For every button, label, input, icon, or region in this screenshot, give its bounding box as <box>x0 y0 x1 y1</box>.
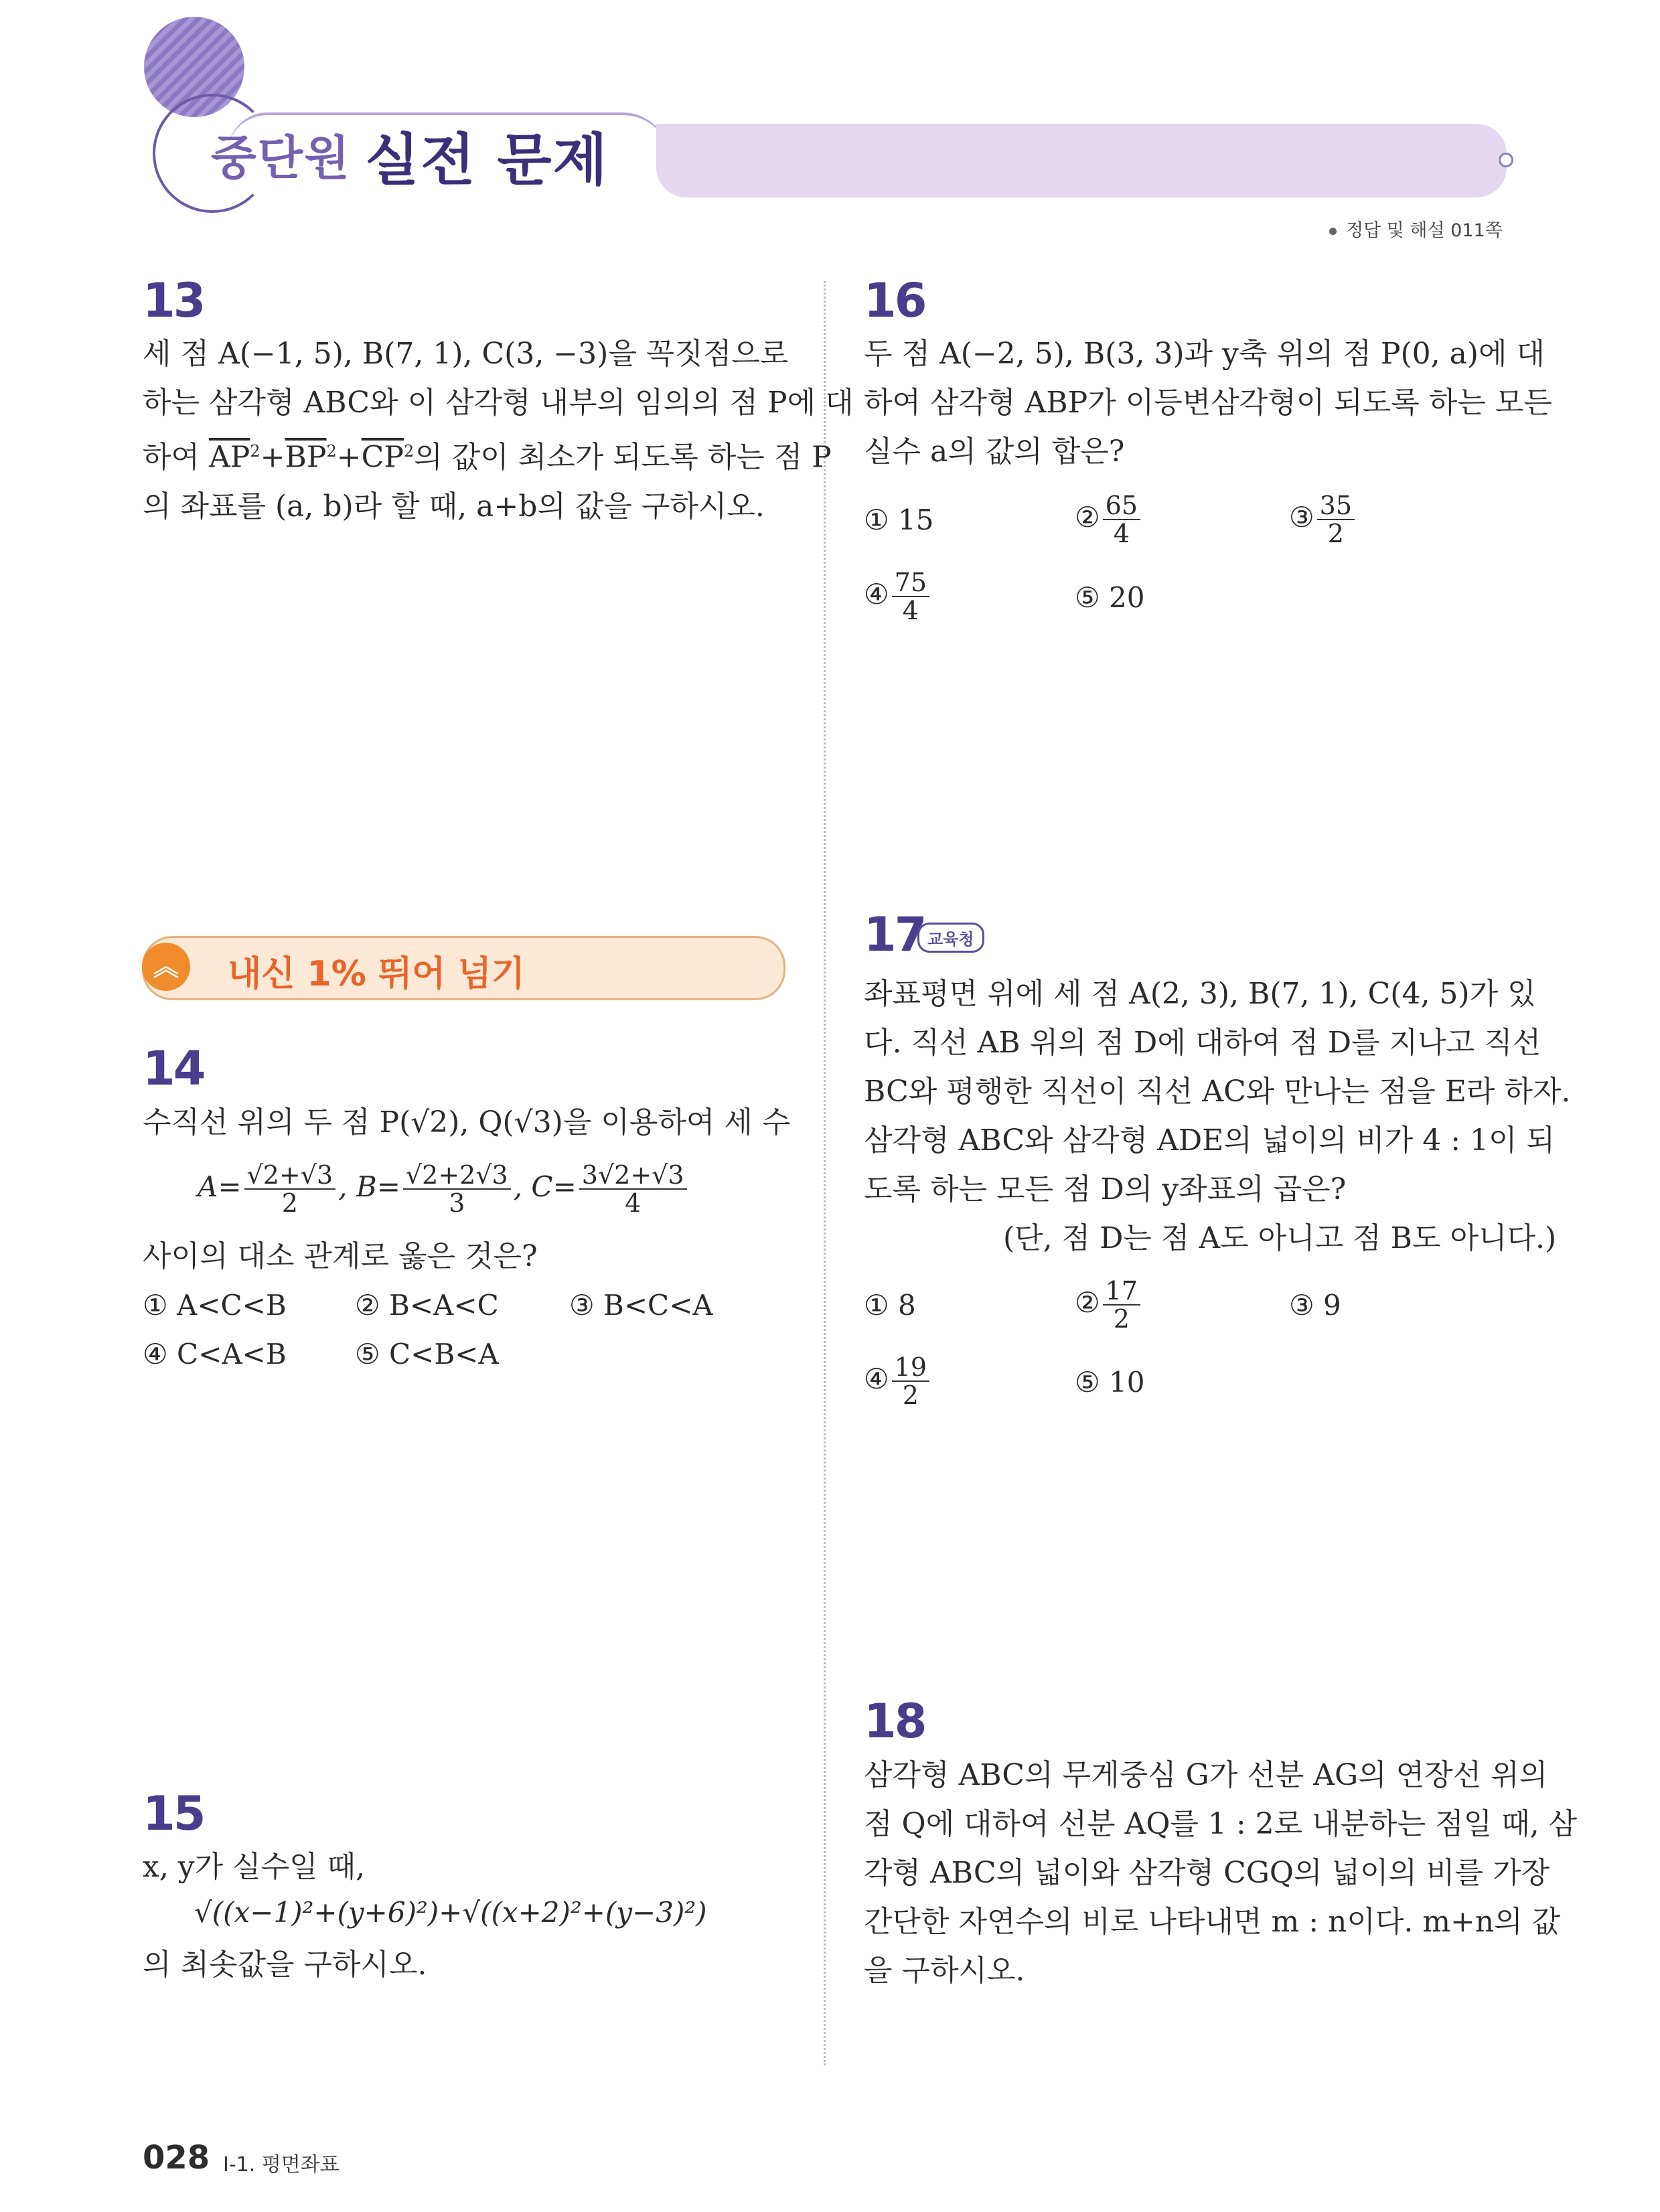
challenge-banner-label: 내신 1% 뛰어 넘기 <box>228 954 525 994</box>
text-line: 하여 $\overline{AP}^2+\overline{BP}^2+\overline{CP}^2$의 값이 최소가 되도록 하는 점 P <box>143 440 832 475</box>
fraction: $\frac{3√2+√3}{4}$ <box>579 1162 687 1216</box>
fraction: $\frac{75}{4}$ <box>892 569 929 624</box>
choice-1[interactable]: ① A<C<B <box>143 1289 287 1322</box>
text-line: 하는 삼각형 ABC와 이 삼각형 내부의 임의의 점 P에 대 <box>143 386 854 420</box>
double-chevron-up-icon: ︽ <box>142 943 190 991</box>
choice-3[interactable]: ③ 9 <box>1289 1289 1341 1322</box>
text-line: BC와 평행한 직선이 직선 AC와 만나는 점을 E라 하자. <box>864 1075 1571 1109</box>
fraction: $\frac{35}{2}$ <box>1317 492 1355 547</box>
page-number: 028 <box>143 2139 210 2177</box>
text-line: 하여 삼각형 ABP가 이등변삼각형이 되도록 하는 모든 <box>864 386 1552 420</box>
choice-1[interactable]: ① 15 <box>864 503 934 536</box>
column-divider <box>824 281 826 2065</box>
fraction: $\frac{19}{2}$ <box>892 1354 929 1409</box>
choice-5[interactable]: ⑤ C<B<A <box>355 1338 499 1370</box>
problem-number: 16 <box>864 273 925 328</box>
text-line: 수직선 위의 두 점 P(√2), Q(√3)을 이용하여 세 수 <box>143 1105 791 1139</box>
text-line: x, y가 실수일 때, <box>143 1850 366 1884</box>
problem-15-expression: √((x−1)²+(y+6)²)+√((x+2)²+(y−3)²) <box>194 1896 707 1929</box>
problem-number: 13 <box>143 273 204 328</box>
problem-18-text <box>864 1751 1578 1995</box>
problem-17-text <box>864 969 1571 1214</box>
problem-16-text <box>864 329 1552 476</box>
choice-4[interactable]: ④ $\frac{19}{2}$ <box>864 1354 932 1409</box>
answer-reference: 정답 및 해설 011쪽 <box>1329 216 1503 242</box>
text-line: 도록 하는 모든 점 D의 y좌표의 곱은? <box>864 1172 1347 1206</box>
problem-13-text <box>143 329 854 531</box>
text-line: 간단한 자연수의 비로 나타내면 m : n이다. m+n의 값 <box>864 1905 1561 1939</box>
header-title-small: 중단원 <box>211 131 351 185</box>
fraction: $\frac{65}{4}$ <box>1103 492 1140 547</box>
text-line: 세 점 A(−1, 5), B(7, 1), C(3, −3)을 꼭짓점으로 <box>143 337 789 371</box>
text-line: 두 점 A(−2, 5), B(3, 3)과 y축 위의 점 P(0, a)에 대 <box>864 337 1545 371</box>
text-line: 삼각형 ABC의 무게중심 G가 선분 AG의 연장선 위의 <box>864 1758 1548 1792</box>
choice-4[interactable]: ④ C<A<B <box>143 1338 287 1370</box>
choice-2[interactable]: ② $\frac{17}{2}$ <box>1075 1277 1143 1332</box>
choice-3[interactable]: ③ $\frac{35}{2}$ <box>1289 492 1357 547</box>
problem-number: 17 <box>864 907 925 962</box>
problem-14-text <box>143 1098 791 1147</box>
problem-number: 14 <box>143 1041 204 1096</box>
header-band <box>656 124 1507 198</box>
choice-1[interactable]: ① 8 <box>864 1289 916 1322</box>
choice-5[interactable]: ⑤ 20 <box>1075 581 1145 614</box>
section-label: Ⅰ-1. 평면좌표 <box>223 2153 339 2177</box>
header-title-large: 실전 문제 <box>365 127 609 193</box>
text-line: 각형 ABC의 넓이와 삼각형 CGQ의 넓이의 비를 가장 <box>864 1856 1550 1890</box>
choice-2[interactable]: ② B<A<C <box>355 1289 499 1322</box>
source-badge: 교육청 <box>917 923 984 953</box>
problem-15-question: 의 최솟값을 구하시오. <box>143 1948 427 1982</box>
text-line: 좌표평면 위에 세 점 A(2, 3), B(7, 1), C(4, 5)가 있 <box>864 977 1536 1011</box>
problem-17-note: (단, 점 D는 점 A도 아니고 점 B도 아니다.) <box>1003 1221 1557 1255</box>
fraction: $\frac{√2+√3}{2}$ <box>244 1162 336 1216</box>
text-line: 실수 a의 값의 합은? <box>864 434 1125 469</box>
text-line: 점 Q에 대하여 선분 AQ를 1 : 2로 내분하는 점일 때, 삼 <box>864 1807 1578 1841</box>
text-line: 다. 직선 AB 위의 점 D에 대하여 점 D를 지나고 직선 <box>864 1026 1541 1060</box>
problem-15-text <box>143 1842 785 1891</box>
choice-2[interactable]: ② $\frac{65}{4}$ <box>1075 492 1143 547</box>
choice-3[interactable]: ③ B<C<A <box>569 1289 713 1322</box>
problem-14-expressions: A= $\frac{√2+√3}{2}$ , B= $\frac{√2+2√3}{3}$ , C= $\frac{3√2+√3}{4}$ <box>198 1162 690 1216</box>
fraction: $\frac{√2+2√3}{3}$ <box>403 1162 511 1216</box>
choice-4[interactable]: ④ $\frac{75}{4}$ <box>864 569 932 624</box>
text-line: 의 좌표를 (a, b)라 할 때, a+b의 값을 구하시오. <box>143 489 765 524</box>
problem-number: 15 <box>143 1786 204 1841</box>
text-line: 을 구하시오. <box>864 1954 1025 1988</box>
fraction: $\frac{17}{2}$ <box>1103 1277 1140 1332</box>
choice-5[interactable]: ⑤ 10 <box>1075 1366 1145 1399</box>
header-dot <box>1499 153 1513 167</box>
problem-number: 18 <box>864 1694 925 1749</box>
bullet-icon <box>1329 228 1337 235</box>
problem-14-question: 사이의 대소 관계로 옳은 것은? <box>143 1239 538 1273</box>
text-line: 삼각형 ABC와 삼각형 ADE의 넓이의 비가 4 : 1이 되 <box>864 1123 1556 1158</box>
